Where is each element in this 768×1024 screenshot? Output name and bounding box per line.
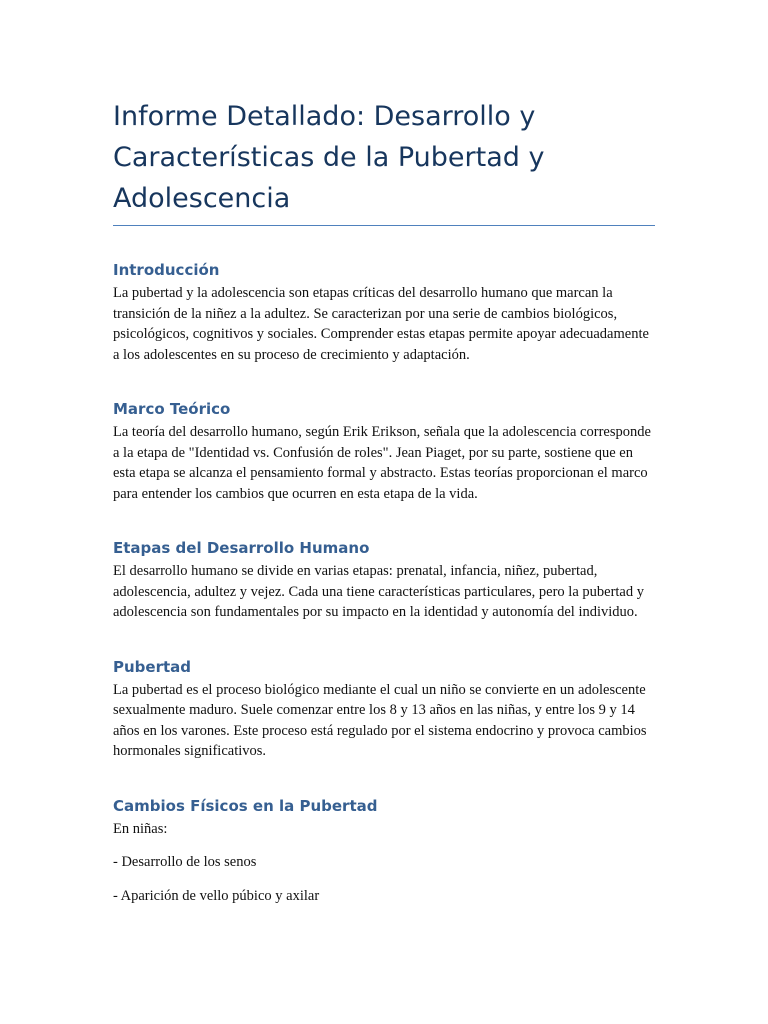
section-paragraph: La pubertad es el proceso biológico mediante el cual un niño se convierte en un adolescente sexualmente maduro. Suele comenzar entre los 8 y 13 años en las niñas, y entre los 9 y 14 años en los varones. Este proceso está regulado por el sistema endocrino y provoca cambios hormonales significativos. xyxy=(113,681,647,759)
section-heading: Etapas del Desarrollo Humano xyxy=(113,539,370,557)
section-heading: Cambios Físicos en la Pubertad xyxy=(113,796,378,815)
section-etapas-desarrollo xyxy=(113,538,655,623)
section-paragraph: El desarrollo humano se divide en varias etapas: prenatal, infancia, niñez, pubertad, adolescencia, adultez y vejez. Cada una tiene características particulares, pero la pubertad y adolescencia son fundamentales por su impacto en la identidad y autonomía del individuo. xyxy=(113,563,644,620)
section-paragraph: La teoría del desarrollo humano, según Erik Erikson, señala que la adolescencia corresponde a la etapa de "Identidad vs. Confusión de roles". Jean Piaget, por su parte, sostiene que en esta etapa se alcanza el pensamiento formal y abstracto. Estas teorías proporcionan el marco para entender los cambios que ocurren en esta etapa de la vida. xyxy=(113,424,651,502)
section-heading: Introducción xyxy=(113,261,220,279)
section-paragraph: En niñas: xyxy=(113,820,168,837)
document-title: Informe Detallado: Desarrollo y Características de la Pubertad y Adolescencia xyxy=(113,96,655,226)
list-item: - Aparición de vello púbico y axilar xyxy=(113,887,320,904)
section-marco-teorico xyxy=(113,399,655,504)
section-pubertad xyxy=(113,657,655,762)
section-heading: Pubertad xyxy=(113,657,192,676)
section-cambios-fisicos xyxy=(113,796,655,907)
section-introduccion xyxy=(113,260,655,365)
list-item: - Desarrollo de los senos xyxy=(113,854,257,870)
document-page xyxy=(113,96,655,906)
section-heading: Marco Teórico xyxy=(113,400,231,418)
section-paragraph: La pubertad y la adolescencia son etapas críticas del desarrollo humano que marcan la transición de la niñez a la adultez. Se caracterizan por una serie de cambios biológicos, psicológicos, cognitivos y sociales. Comprender estas etapas permite apoyar adecuadamente a los adolescentes en su proceso de crecimiento y adaptación. xyxy=(113,285,649,363)
